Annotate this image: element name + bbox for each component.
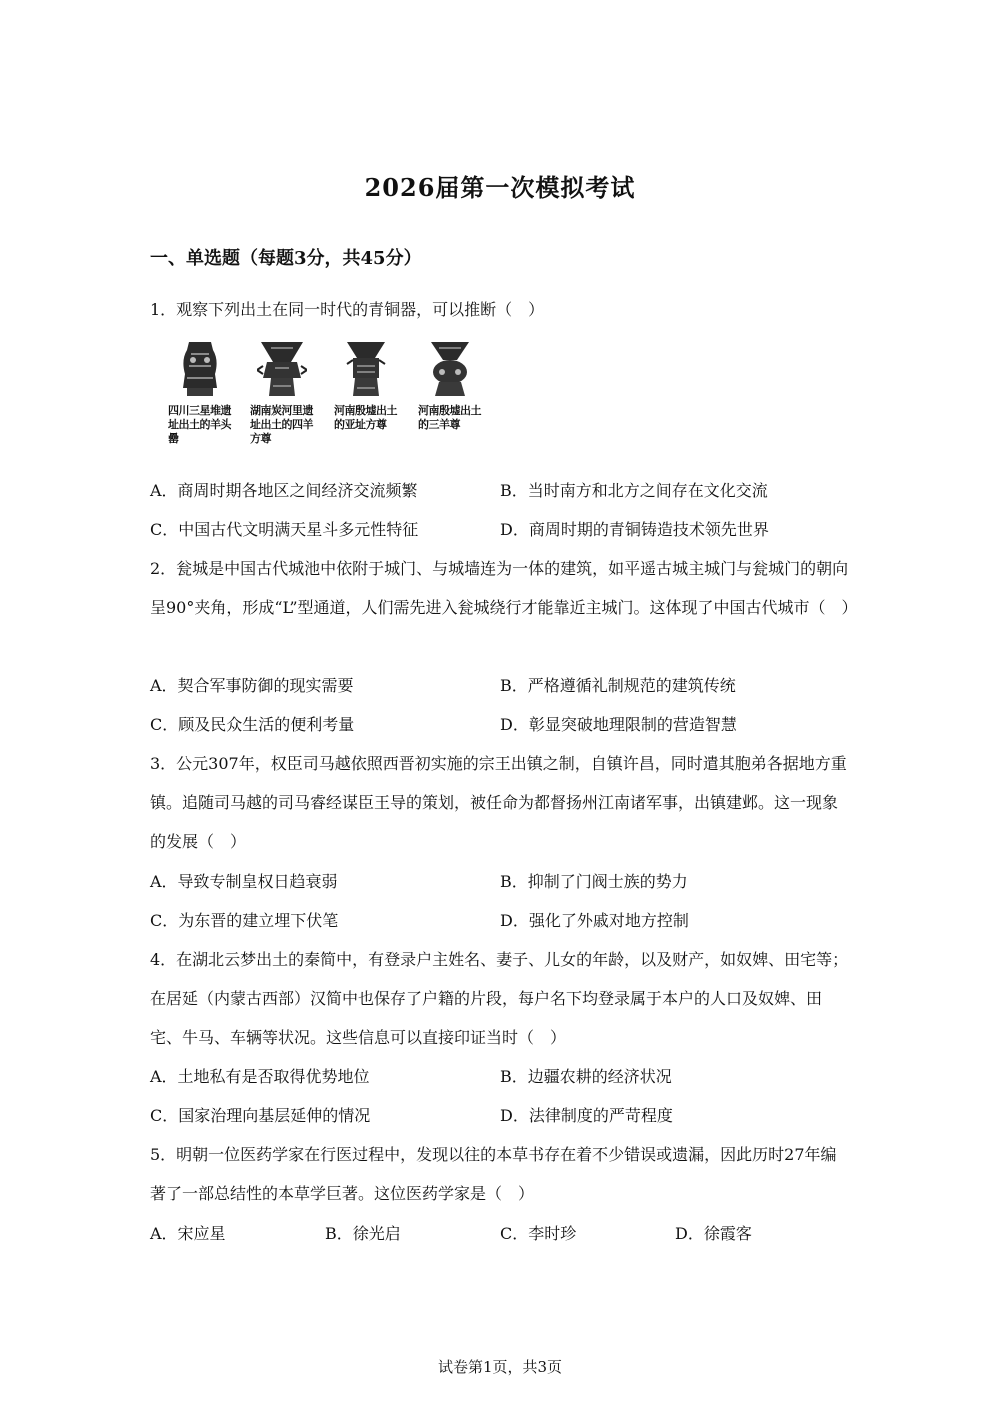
figure-caption: 河南殷墟出土的三羊尊 <box>418 404 481 431</box>
yazhi-fangzun-icon <box>341 338 391 400</box>
vessel-ram-head-lei <box>168 338 232 458</box>
q3-option-d[interactable]: D．强化了外戚对地方控制 <box>500 911 689 930</box>
q1-option-a[interactable]: A．商周时期各地区之间经济交流频繁 <box>150 481 418 500</box>
q5-option-a[interactable]: A．宋应星 <box>150 1224 226 1243</box>
page-title: 2026届第一次模拟考试 <box>364 173 636 202</box>
vessel-four-ram-zun <box>250 338 314 458</box>
vessel-three-ram-zun <box>418 338 482 458</box>
q2-option-a[interactable]: A．契合军事防御的现实需要 <box>150 676 354 695</box>
figure-caption: 河南殷墟出土的亚址方尊 <box>334 404 397 431</box>
q5-option-d[interactable]: D．徐霞客 <box>675 1224 752 1243</box>
q4-option-b[interactable]: B．边疆农耕的经济状况 <box>500 1067 672 1086</box>
q5-option-c[interactable]: C．李时珍 <box>500 1224 577 1243</box>
q1-option-b[interactable]: B．当时南方和北方之间存在文化交流 <box>500 481 768 500</box>
question-1-stem: 1．观察下列出土在同一时代的青铜器，可以推断（ ） <box>150 300 545 319</box>
q2-option-d[interactable]: D．彰显突破地理限制的营造智慧 <box>500 715 737 734</box>
figure-caption: 四川三星堆遗址出土的羊头罍 <box>168 404 231 445</box>
four-ram-zun-icon <box>257 338 307 400</box>
q4-option-a[interactable]: A．土地私有是否取得优势地位 <box>150 1067 370 1086</box>
figure-caption: 湖南炭河里遗址出土的四羊方尊 <box>250 404 313 445</box>
q1-option-c[interactable]: C．中国古代文明满天星斗多元性特征 <box>150 520 419 539</box>
section-heading: 一、单选题（每题3分，共45分） <box>150 248 422 269</box>
question-2-stem: 2．瓮城是中国古代城池中依附于城门、与城墙连为一体的建筑，如平遥古城主城门与瓮城门的朝向呈90°夹角，形成“L”型通道，人们需先进入瓮城绕行才能靠近主城门。这体现了中国古代城市（ ） <box>150 559 858 617</box>
bronze-vessels-figure <box>168 338 488 458</box>
q4-option-c[interactable]: C．国家治理向基层延伸的情况 <box>150 1106 371 1125</box>
vessel-yazhi-fangzun <box>334 338 398 458</box>
ram-head-lei-icon <box>175 338 225 400</box>
q2-option-b[interactable]: B．严格遵循礼制规范的建筑传统 <box>500 676 736 695</box>
q3-option-c[interactable]: C．为东晋的建立埋下伏笔 <box>150 911 339 930</box>
question-3-stem: 3．公元307年，权臣司马越依照西晋初实施的宗王出镇之制，自镇许昌，同时遣其胞弟各据地方重镇。追随司马越的司马睿经谋臣王导的策划，被任命为都督扬州江南诸军事，出镇建邺。这一现象的发展（ ） <box>150 754 847 851</box>
question-5-stem: 5．明朝一位医药学家在行医过程中，发现以往的本草书存在着不少错误或遗漏，因此历时27年编著了一部总结性的本草学巨著。这位医药学家是（ ） <box>150 1145 837 1203</box>
page-footer: 试卷第1页，共3页 <box>437 1358 563 1376</box>
q1-option-d[interactable]: D．商周时期的青铜铸造技术领先世界 <box>500 520 769 539</box>
q3-option-a[interactable]: A．导致专制皇权日趋衰弱 <box>150 872 338 891</box>
q5-option-b[interactable]: B．徐光启 <box>325 1224 401 1243</box>
q4-option-d[interactable]: D．法律制度的严苛程度 <box>500 1106 673 1125</box>
three-ram-zun-icon <box>425 338 475 400</box>
q2-option-c[interactable]: C．顾及民众生活的便利考量 <box>150 715 355 734</box>
q3-option-b[interactable]: B．抑制了门阀士族的势力 <box>500 872 688 891</box>
question-4-stem: 4．在湖北云梦出土的秦简中，有登录户主姓名、妻子、儿女的年龄，以及财产，如奴婢、田宅等；在居延（内蒙古西部）汉简中也保存了户籍的片段，每户名下均登录属于本户的人口及奴婢、田宅、牛马、车辆等状况。这些信息可以直接印证当时（ ） <box>150 950 849 1047</box>
